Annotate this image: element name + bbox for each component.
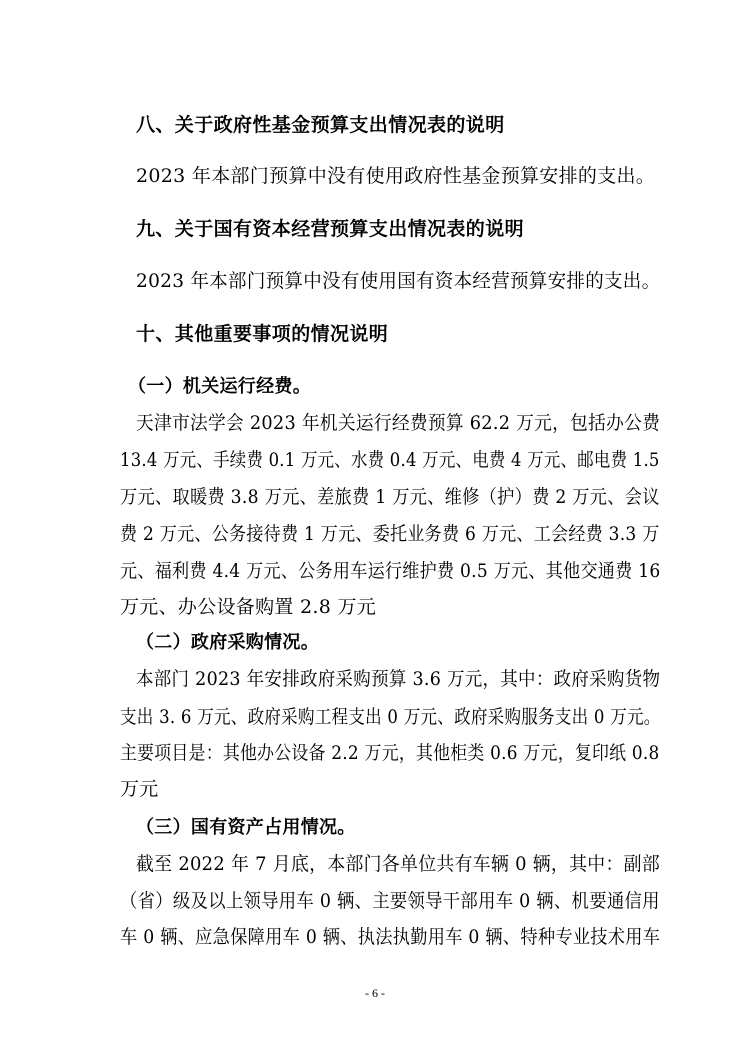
paragraph-line: 车 0 辆、应急保障用车 0 辆、执法执勤用车 0 辆、特种专业技术用车 xyxy=(120,926,661,948)
section-body-9: 2023 年本部门预算中没有使用国有资本经营预算安排的支出。 xyxy=(136,270,661,292)
section-heading-10: 十、其他重要事项的情况说明 xyxy=(136,323,389,345)
paragraph-line: 万元、取暖费 3.8 万元、差旅费 1 万元、维修（护）费 2 万元、会议 xyxy=(120,486,660,508)
section-heading-9: 九、关于国有资本经营预算支出情况表的说明 xyxy=(136,218,525,240)
paragraph-line: 13.4 万元、手续费 0.1 万元、水费 0.4 万元、电费 4 万元、邮电费 1.5 xyxy=(120,449,660,471)
paragraph-line: 万元 xyxy=(120,778,159,800)
paragraph-line: 费 2 万元、公务接待费 1 万元、委托业务费 6 万元、工会经费 3.3 万 xyxy=(120,523,660,545)
section-body-8: 2023 年本部门预算中没有使用政府性基金预算安排的支出。 xyxy=(136,165,656,187)
paragraph-line: 支出 3. 6 万元、政府采购工程支出 0 万元、政府采购服务支出 0 万元。 xyxy=(120,706,661,728)
paragraph-line: 本部门 2023 年安排政府采购预算 3.6 万元，其中：政府采购货物 xyxy=(136,668,661,690)
paragraph-line: 万元、办公设备购置 2.8 万元 xyxy=(120,596,377,618)
paragraph-line: 元、福利费 4.4 万元、公务用车运行维护费 0.5 万元、其他交通费 16 xyxy=(120,560,661,582)
paragraph-line: 主要项目是：其他办公设备 2.2 万元，其他柜类 0.6 万元，复印纸 0.8 xyxy=(120,742,660,764)
page-number: - 6 - xyxy=(365,986,385,1000)
paragraph-line: 截至 2022 年 7 月底，本部门各单位共有车辆 0 辆，其中：副部 xyxy=(136,853,661,875)
paragraph-line: （省）级及以上领导用车 0 辆、主要领导干部用车 0 辆、机要通信用 xyxy=(120,890,660,912)
subsection-title-operating-costs: （一）机关运行经费。 xyxy=(128,376,311,397)
subsection-title-state-assets: （三）国有资产占用情况。 xyxy=(136,817,356,838)
subsection-title-procurement: （二）政府采购情况。 xyxy=(136,632,319,653)
paragraph-line: 天津市法学会 2023 年机关运行经费预算 62.2 万元，包括办公费 xyxy=(136,412,661,434)
section-heading-8: 八、关于政府性基金预算支出情况表的说明 xyxy=(136,114,505,136)
